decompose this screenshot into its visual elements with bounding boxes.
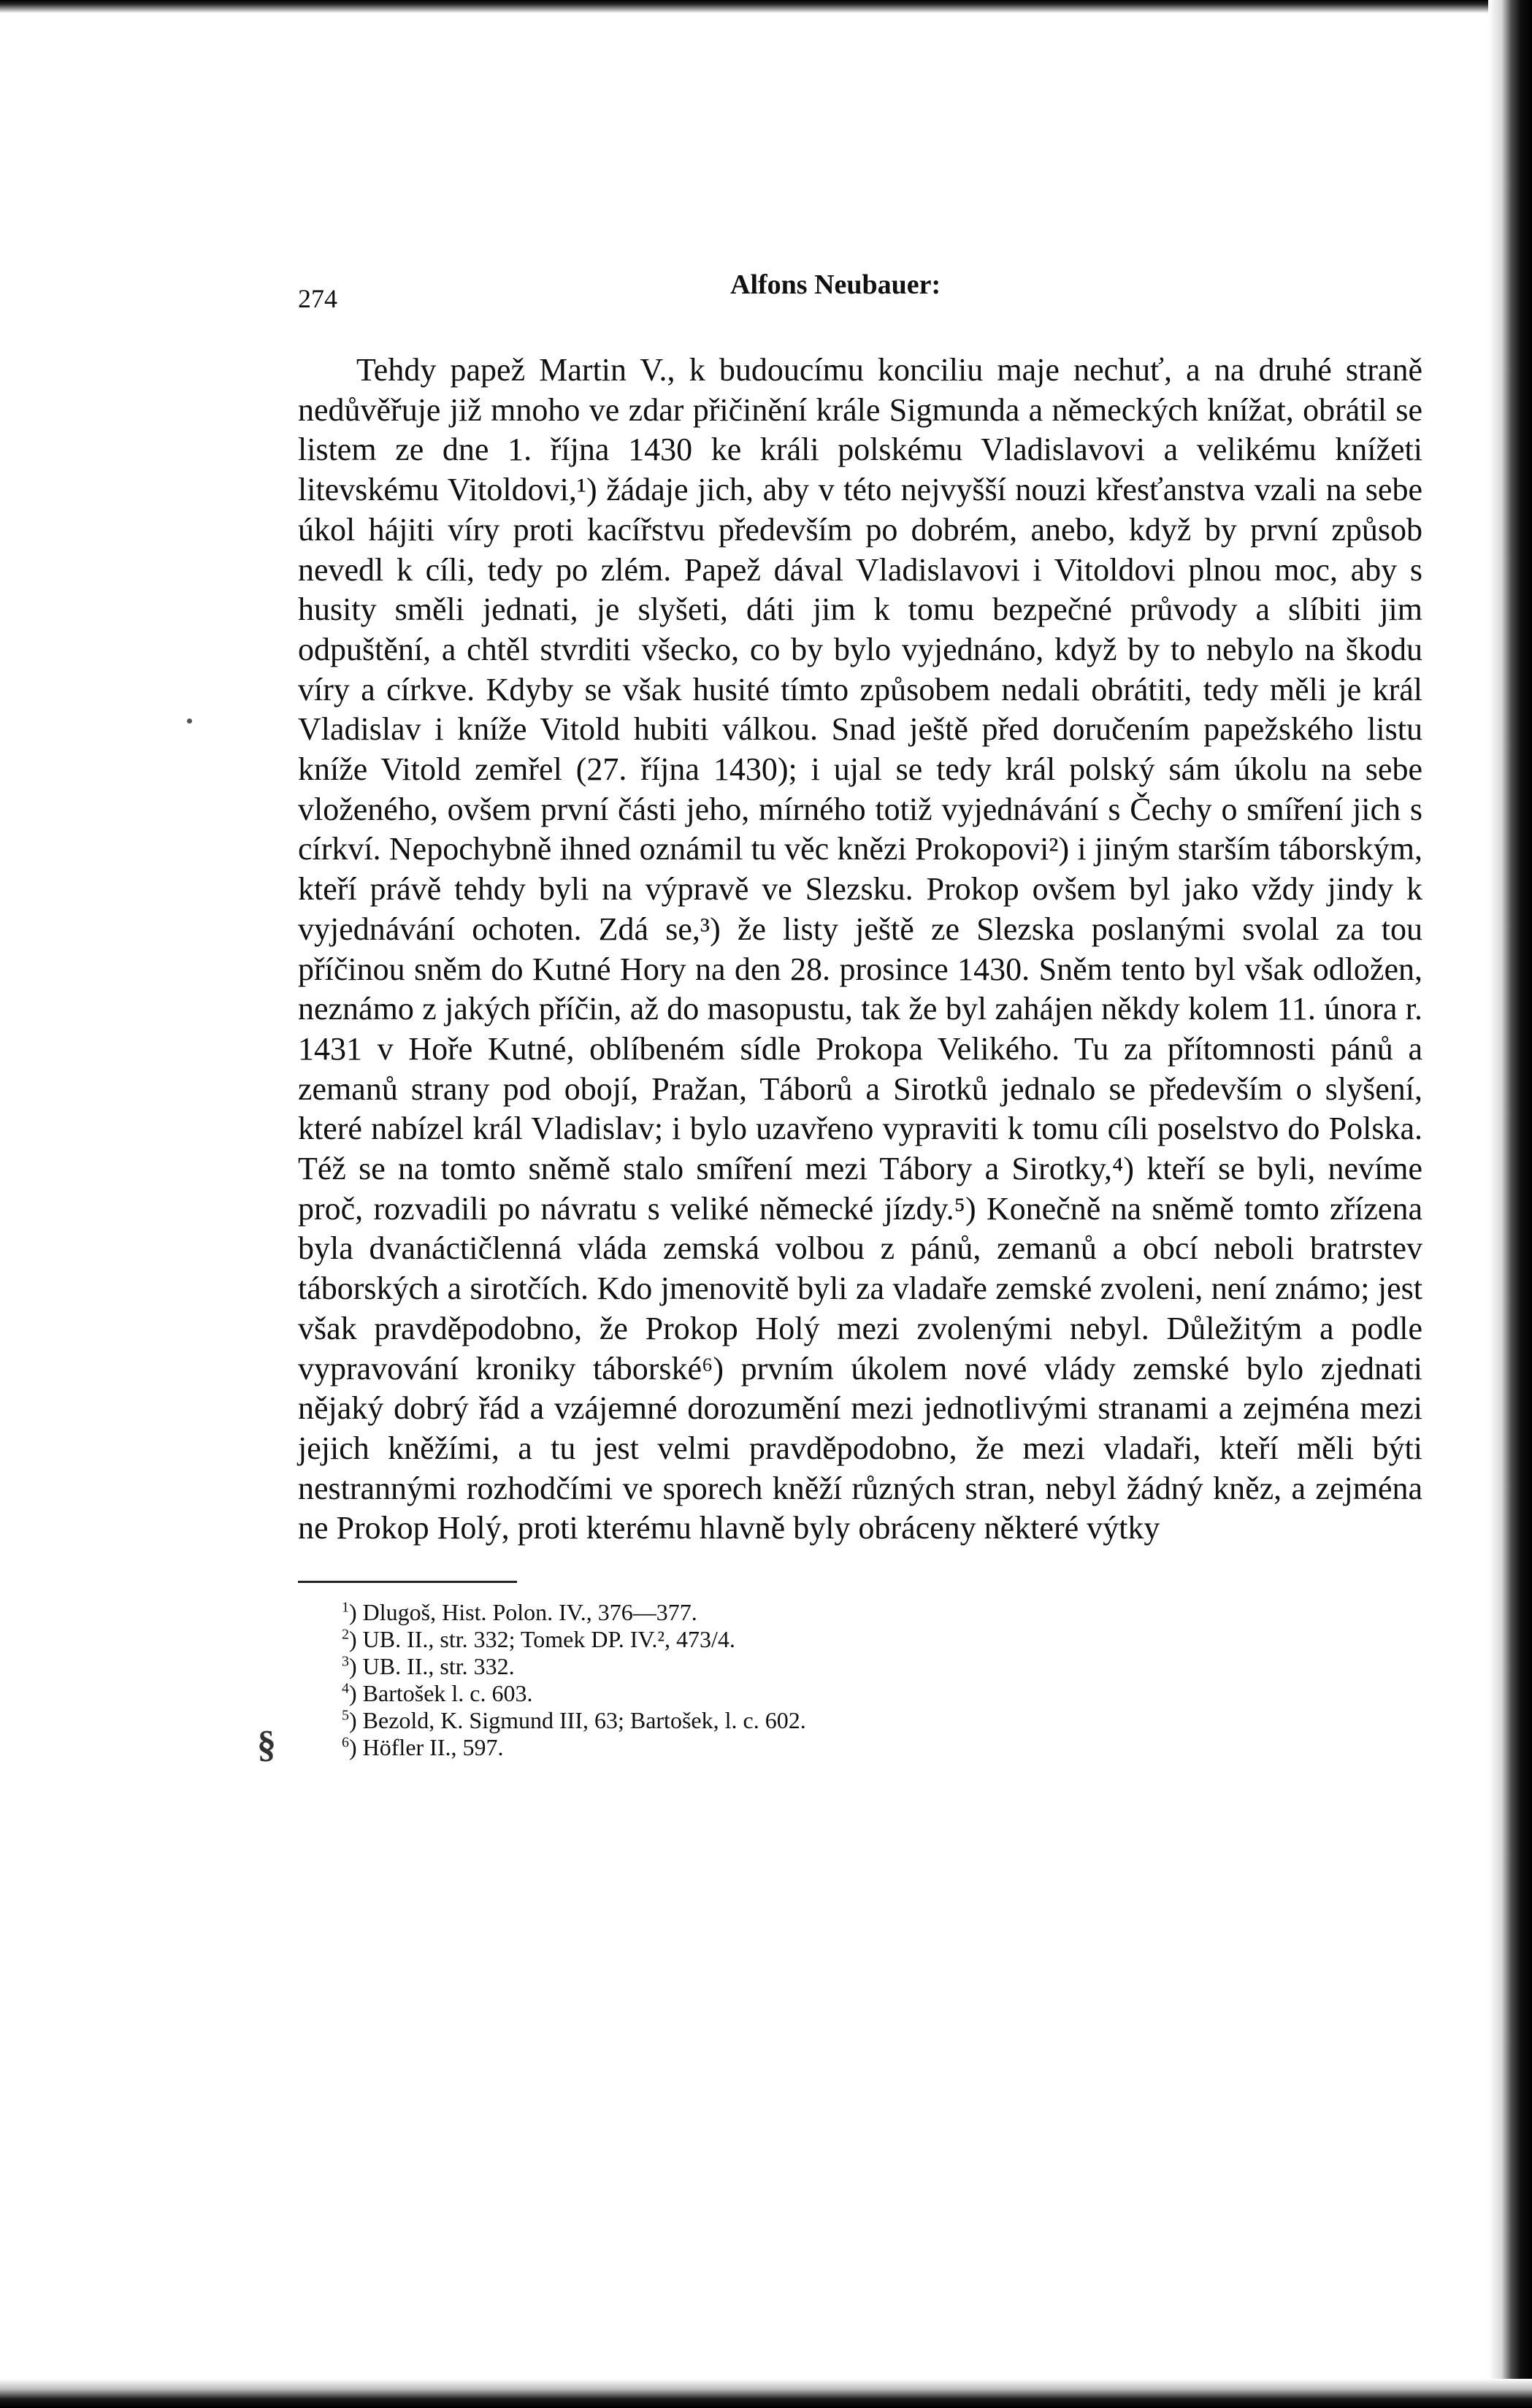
footnote-item: $^5$) Bezold, K. Sigmund III, 63; Bartošek, l. c. 602.	[342, 1707, 806, 1734]
page-number: 274	[298, 284, 337, 313]
book-page	[298, 263, 1422, 1761]
footnote-rule	[298, 1581, 517, 1583]
footnote-item: $^3$) UB. II., str. 332.	[342, 1653, 515, 1680]
running-title: Alfons Neubauer:	[730, 269, 941, 300]
scan-edge-right	[1488, 0, 1532, 2408]
footnote-item: $^6$) Höfler II., 597.	[342, 1734, 504, 1761]
scan-edge-bottom	[0, 2379, 1532, 2408]
margin-mark: §	[257, 1724, 276, 1765]
running-head	[298, 263, 1422, 314]
footnote-item: $^4$) Bartošek l. c. 603.	[342, 1680, 533, 1707]
stray-dot	[187, 718, 192, 724]
scan-edge-top	[0, 0, 1532, 13]
footnote-item: $^1$) Dlugoš, Hist. Polon. IV., 376—377.	[342, 1599, 697, 1626]
body-paragraph: Tehdy papež Martin V., k budoucímu konciliu maje nechuť, a na druhé straně nedůvěřuje již mnoho ve zdar přičinění krále Sigmunda a německých knížat, obrátil se listem ze dne 1. října 1430 ke králi polskému Vladislavovi a velikému knížeti litevskému Vitoldovi,¹) žádaje jich, aby v této nejvyšší nouzi křesťanstva vzali na sebe úkol hájiti víry proti kacířstvu především po dobrém, anebo, když by první způsob nevedl k cíli, tedy po zlém. Papež dával Vladislavovi i Vitoldovi plnou moc, aby s husity směli jednati, je slyšeti, dáti jim k tomu bezpečné průvody a slíbiti jim odpuštění, a chtěl stvrditi všecko, co by bylo vyjednáno, když by to nebylo na škodu víry a církve. Kdyby se však husité tímto způsobem nedali obrátiti, tedy měli je král Vladislav i kníže Vitold hubiti válkou. Snad ještě před doručením papežského listu kníže Vitold zemřel (27. října 1430); i ujal se tedy král polský sám úkolu na sebe vloženého, ovšem první části jeho, mírného totiž vyjednávání s Čechy o smíření jich s církví. Nepochybně ihned oznámil tu věc knězi Prokopovi²) i jiným starším táborským, kteří právě tehdy byli na výpravě ve Slezsku. Prokop ovšem byl jako vždy jindy k vyjednávání ochoten. Zdá se,³) že listy ještě ze Slezska poslanými svolal za tou příčinou sněm do Kutné Hory na den 28. prosince 1430. Sněm tento byl však odložen, neznámo z jakých příčin, až do masopustu, tak že byl zahájen někdy kolem 11. února r. 1431 v Hoře Kutné, oblíbeném sídle Prokopa Velikého. Tu za přítomnosti pánů a zemanů strany pod obojí, Pražan, Táborů a Sirotků jednalo se především o slyšení, které nabízel král Vladislav; i bylo uzavřeno vypraviti k tomu cíli poselstvo do Polska. Též se na tomto sněmě stalo smíření mezi Tábory a Sirotky,⁴) kteří se byli, nevíme proč, rozvadili po návratu s veliké německé jízdy.⁵) Konečně na sněmě tomto zřízena byla dvanáctičlenná vláda zemská volbou z pánů, zemanů a obcí neboli bratrstev táborských a sirotčích. Kdo jmenovitě byli za vladaře zemské zvoleni, není známo; jest však pravděpodobno, že Prokop Holý mezi zvolenými nebyl. Důležitým a podle vypravování kroniky táborské⁶) prvním úkolem nové vlády zemské bylo zjednati nějaký dobrý řád a vzájemné dorozumění mezi jednotlivými stranami a zejména mezi jejich kněžími, a tu jest velmi pravděpodobno, že mezi vladaři, kteří měli býti nestrannými rozhodčími ve sporech kněží různých stran, nebyl žádný kněz, a zejména ne Prokop Holý, proti kterému hlavně byly obráceny některé výtky	[298, 352, 1422, 1546]
footnotes-list	[342, 1599, 1422, 1761]
footnote-item: $^2$) UB. II., str. 332; Tomek DP. IV.², 473/4.	[342, 1626, 735, 1653]
